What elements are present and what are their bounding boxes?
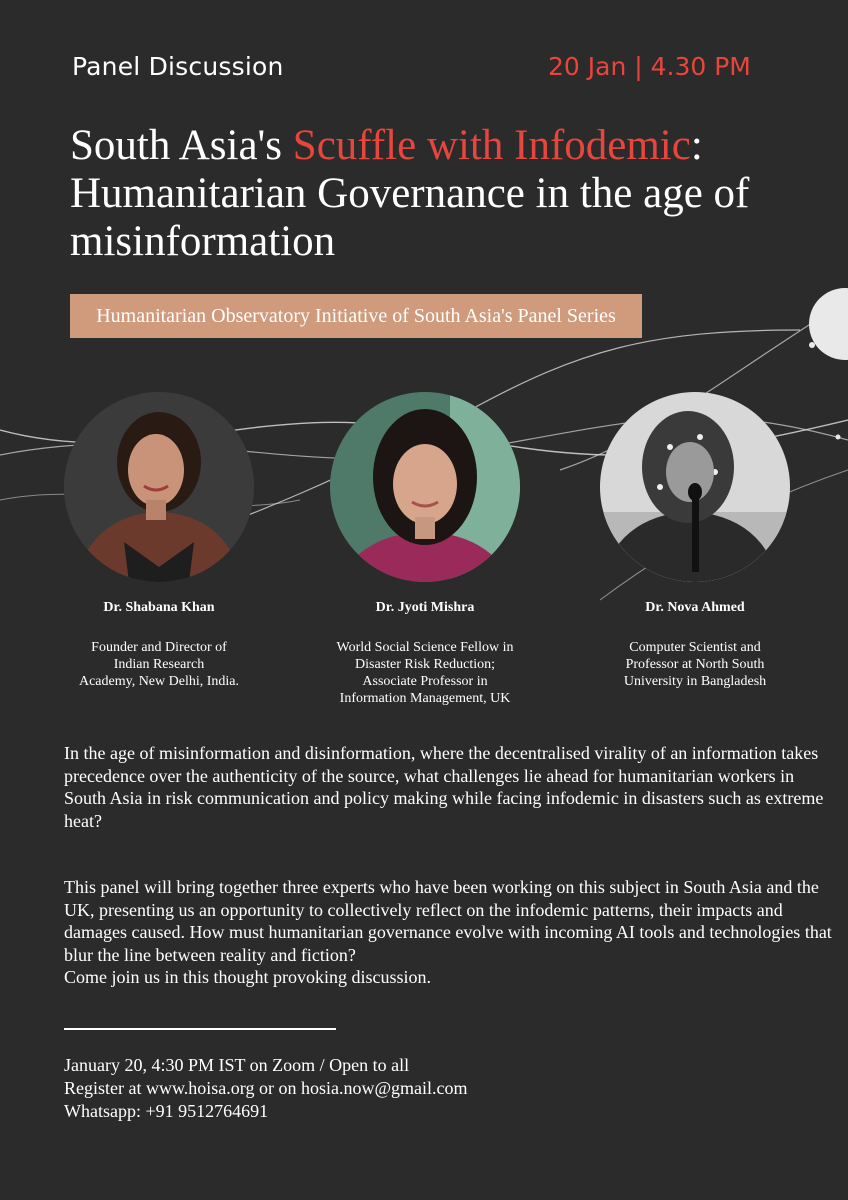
speaker-bio-line: Indian Research [113,657,205,672]
speaker-bio-line: World Social Science Fellow in [336,640,514,655]
speaker-bio-line: Professor at North South [625,657,765,672]
speaker-bio-line: Information Management, UK [339,691,511,706]
panel-series-banner: Humanitarian Observatory Initiative of South Asia's Panel Series [70,294,642,338]
description-paragraph: This panel will bring together three experts who have been working on this subject in South Asia and the UK, presenting us an opportunity to collectively reflect on the infodemic patterns, their impacts and damages caused. How must humanitarian governance evolve with incoming AI tools and technologies that blur the line between reality and fiction? [64,877,832,965]
speaker-photo-jyoti-mishra [330,392,520,582]
speaker-photo-nova-ahmed [600,392,790,582]
invitation-line: Come join us in this thought provoking discussion. [64,967,432,987]
whatsapp-contact: Whatsapp: +91 9512764691 [64,1101,269,1121]
decorative-circle [809,288,848,360]
speaker-bio-line: Academy, New Delhi, India. [78,674,240,689]
speaker-bio-line: Computer Scientist and [629,640,761,655]
speaker-name: Dr. Shabana Khan [103,600,215,615]
speaker-photo-shabana-khan [64,392,254,582]
title-part-2: : Humanitarian Governance in the age of misinformation [70,122,750,265]
event-date-time: 20 Jan | 4.30 PM [548,52,751,81]
event-type-label: Panel Discussion [72,52,284,81]
title-part-1: South Asia's [70,122,293,169]
speaker-bio-line: Associate Professor in [362,674,488,689]
speaker-bio [575,639,815,690]
divider [64,1028,336,1030]
description-paragraph: In the age of misinformation and disinformation, where the decentralised virality of an information takes precedence over the authenticity of the source, what challenges lie ahead for humanitarian workers in South Asia in risk communication and policy making while facing infodemic in disasters such as extreme heat? [64,743,824,831]
speaker-bio-line: University in Bangladesh [623,674,767,689]
speaker-bio-line: Disaster Risk Reduction; [355,657,495,672]
speaker-name: Dr. Nova Ahmed [645,600,745,615]
event-schedule: January 20, 4:30 PM IST on Zoom / Open to all [64,1055,410,1075]
registration-info: Register at www.hoisa.org or on hosia.now@gmail.com [64,1078,468,1098]
speaker-bio-line: Founder and Director of [91,640,227,655]
speaker-name: Dr. Jyoti Mishra [375,600,475,615]
title-accent: Scuffle with Infodemic [292,122,691,169]
speaker-bio [39,639,279,690]
speaker-bio [305,639,545,707]
event-title [70,122,830,266]
